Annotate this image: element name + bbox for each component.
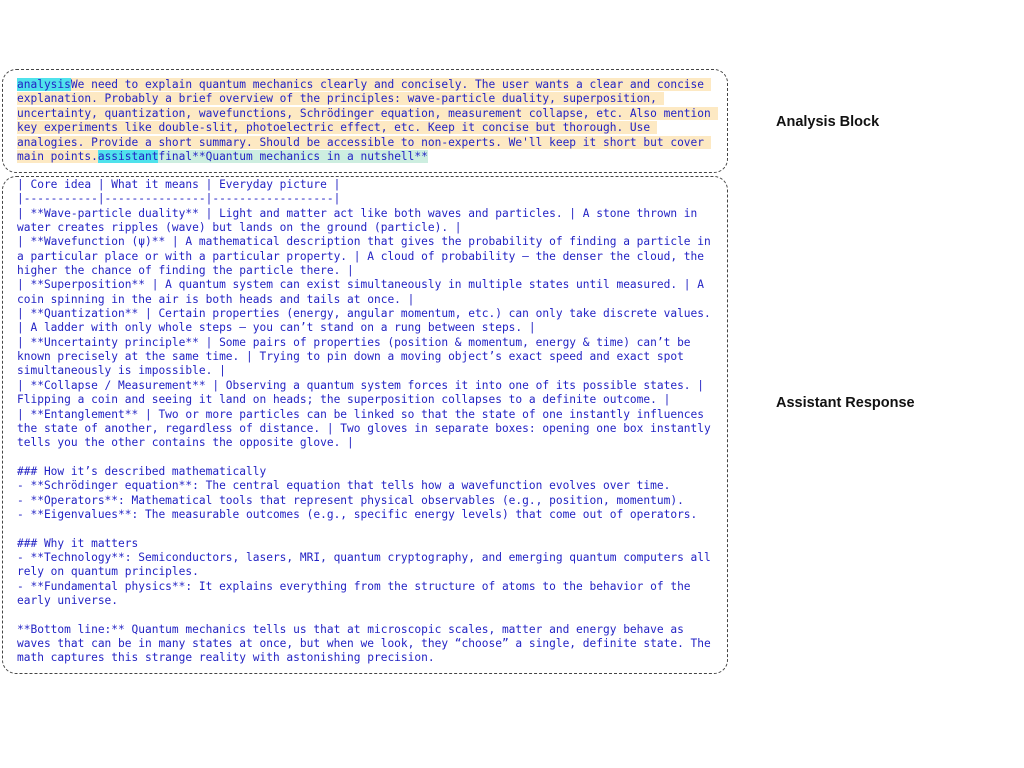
analysis-block-label: Analysis Block — [776, 114, 880, 130]
assistant-response-label: Assistant Response — [776, 395, 915, 411]
assistant-response-text: | Core idea | What it means | Everyday picture | |-----------|---------------|------------------| | **Wave‑particle duality** | Light and matter act like both waves and particles. | A stone thrown in water creates ripples (wave) but lands on the ground (particle). | | **Wavefunction (ψ)** | A mathematical description that gives the probability of finding a particle in a particular place or with a particular property. | A cloud of probability – the denser the cloud, the higher the chance of finding the particle there. | | **Superposition** | A quantum system can exist simultaneously in multiple states until measured. | A coin spinning in the air is both heads and tails at once. | | **Quantization** | Certain properties (energy, angular momentum, etc.) can only take discrete values. | A ladder with only whole steps – you can’t stand on a rung between steps. | | **Uncertainty principle** | Some pairs of properties (position & momentum, energy & time) can’t be known precisely at the same time. | Trying to pin down a moving object’s exact speed and exact spot simultaneously is impossible. | | **Collapse / Measurement** | Observing a quantum system forces it into one of its possible states. | Flipping a coin and seeing it land on heads; the superposition collapses to a definite outcome. | | **Entanglement** | Two or more particles can be linked so that the state of one instantly influences the state of another, regardless of distance. | Two gloves in separate boxes: opening one box instantly tells you the other contains the opposite glove. | ### How it’s described mathematically - **Schrödinger equation**: The central equation that tells how a wavefunction evolves over time. - **Operators**: Mathematical tools that represent physical observables (e.g., position, momentum). - **Eigenvalues**: The measurable outcomes (e.g., specific energy levels) that come out of operators. ### Why it matters - **Technology**: Semiconductors, lasers, MRI, quantum cryptography, and emerging quantum computers all rely on quantum principles. - **Fundamental physics**: It explains everything from the structure of atoms to the behavior of the early universe. **Bottom line:** Quantum mechanics tells us that at microscopic scales, matter and energy behave as waves that can be in many states at once, but when we look, they “choose” a single, definite state. The math captures this strange reality with astonishing precision. — [17, 178, 711, 665]
analysis-body: We need to explain quantum mechanics clearly and concisely. The user wants a clear and concise explanation. Probably a brief overview of the principles: wave-particle duality, superposition, uncertainty, quantization, wavefunctions, Schrödinger equation, measurement collapse, etc. Also mention key experiments like double-slit, photoelectric effect, etc. Keep it concise but thorough. Use analogies. Provide a short summary. Should be accessible to non-experts. We'll keep it short but cover main points. — [17, 78, 718, 164]
assistant-tag: assistant — [97, 150, 159, 164]
final-heading: final**Quantum mechanics in a nutshell** — [158, 150, 428, 164]
analysis-tag: analysis — [17, 78, 71, 91]
analysis-block-text — [17, 78, 719, 164]
